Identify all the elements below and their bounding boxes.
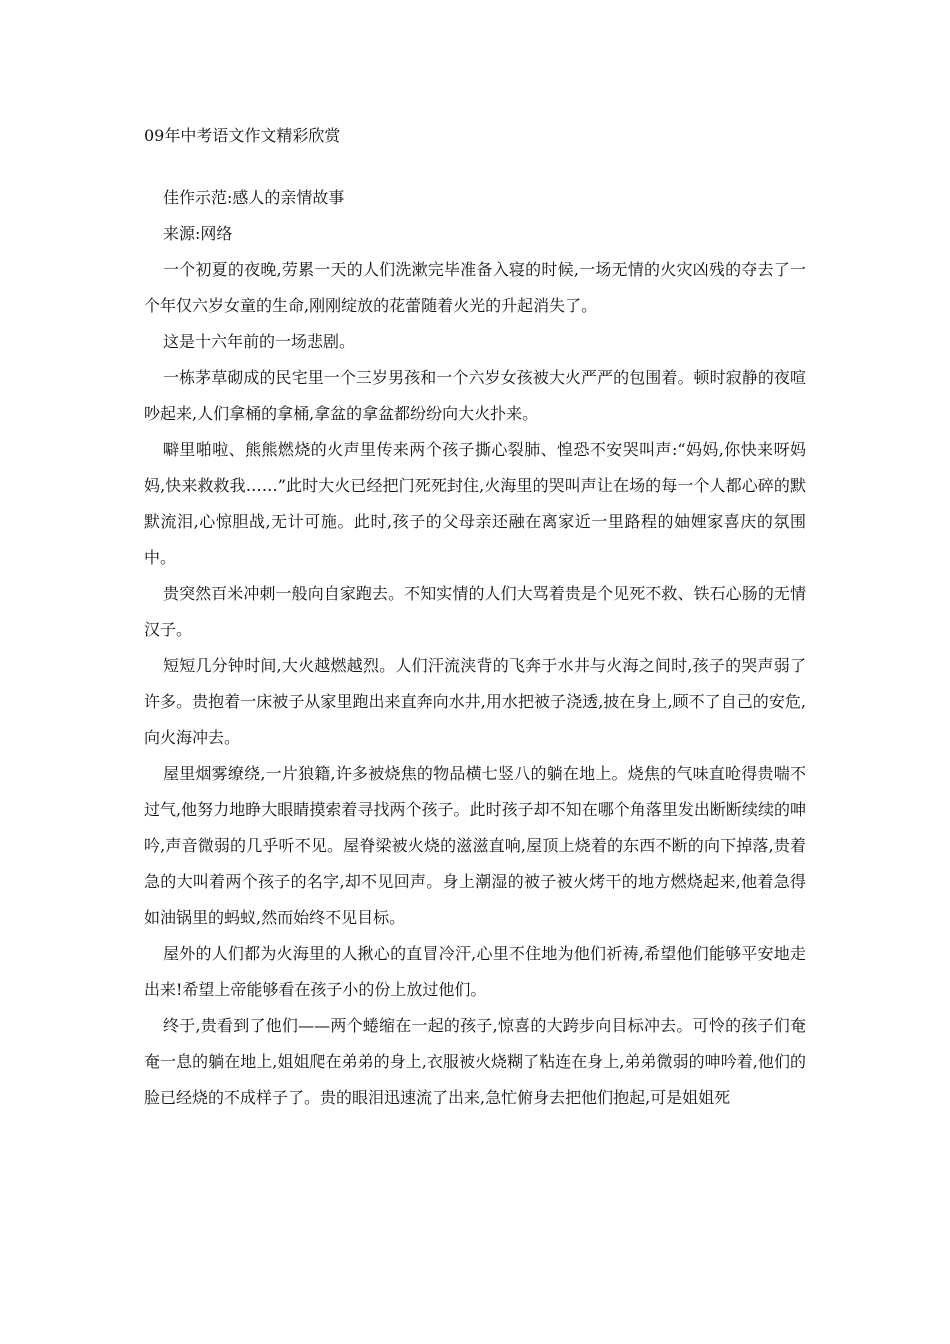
body-paragraph: 贵突然百米冲刺一般向自家跑去。不知实情的人们大骂着贵是个见死不救、铁石心肠的无情汉子。 xyxy=(144,584,806,639)
body-paragraph: 短短几分钟时间,大火越燃越烈。人们汗流浃背的飞奔于水井与火海之间时,孩子的哭声弱了许多。贵抱着一床被子从家里跑出来直奔向水井,用水把被子浇透,披在身上,顾不了自己的安危,向火海冲去。 xyxy=(144,656,806,747)
subtitle-paragraph: 佳作示范:感人的亲情故事 xyxy=(163,188,345,207)
body-paragraph: 一栋茅草砌成的民宅里一个三岁男孩和一个六岁女孩被大火严严的包围着。顿时寂静的夜喧吵起来,人们拿桶的拿桶,拿盆的拿盆都纷纷向大火扑来。 xyxy=(144,368,806,423)
body-paragraph: 这是十六年前的一场悲剧。 xyxy=(163,332,356,351)
body-paragraph: 屋里烟雾缭绕,一片狼籍,许多被烧焦的物品横七竖八的躺在地上。烧焦的气味直呛得贵喘不过气,他努力地睁大眼睛摸索着寻找两个孩子。此时孩子却不知在哪个角落里发出断断续续的呻吟,声音微弱的几乎听不见。屋脊梁被火烧的滋滋直响,屋顶上烧着的东西不断的向下掉落,贵着急的大叫着两个孩子的名字,却不见回声。身上潮湿的被子被火烤干的地方燃烧起来,他着急得如油锅里的蚂蚁,然而始终不见目标。 xyxy=(144,764,806,927)
body-paragraph: 噼里啪啦、熊熊燃烧的火声里传来两个孩子撕心裂肺、惶恐不安哭叫声:“妈妈,你快来呀妈妈,快来救救我……”此时大火已经把门死死封住,火海里的哭叫声让在场的每一个人都心碎的默默流泪,心惊胆战,无计可施。此时,孩子的父母亲还融在离家近一里路程的妯娌家喜庆的氛围中。 xyxy=(144,440,806,567)
source-paragraph: 来源:网络 xyxy=(163,224,233,243)
body-paragraph: 一个初夏的夜晚,劳累一天的人们洗漱完毕准备入寝的时候,一场无情的火灾凶残的夺去了一个年仅六岁女童的生命,刚刚绽放的花蕾随着火光的升起消失了。 xyxy=(144,260,806,315)
body-paragraph: 屋外的人们都为火海里的人揪心的直冒冷汗,心里不住地为他们祈祷,希望他们能够平安地走出来!希望上帝能够看在孩子小的份上放过他们。 xyxy=(144,944,806,999)
document-title: 09年中考语文作文精彩欣赏 xyxy=(144,126,341,145)
document-body xyxy=(144,180,806,1116)
body-paragraph: 终于,贵看到了他们——两个蜷缩在一起的孩子,惊喜的大跨步向目标冲去。可怜的孩子们奄奄一息的躺在地上,姐姐爬在弟弟的身上,衣服被火烧糊了粘连在身上,弟弟微弱的呻吟着,他们的脸已经烧的不成样子了。贵的眼泪迅速流了出来,急忙俯身去把他们抱起,可是姐姐死 xyxy=(144,1016,806,1107)
